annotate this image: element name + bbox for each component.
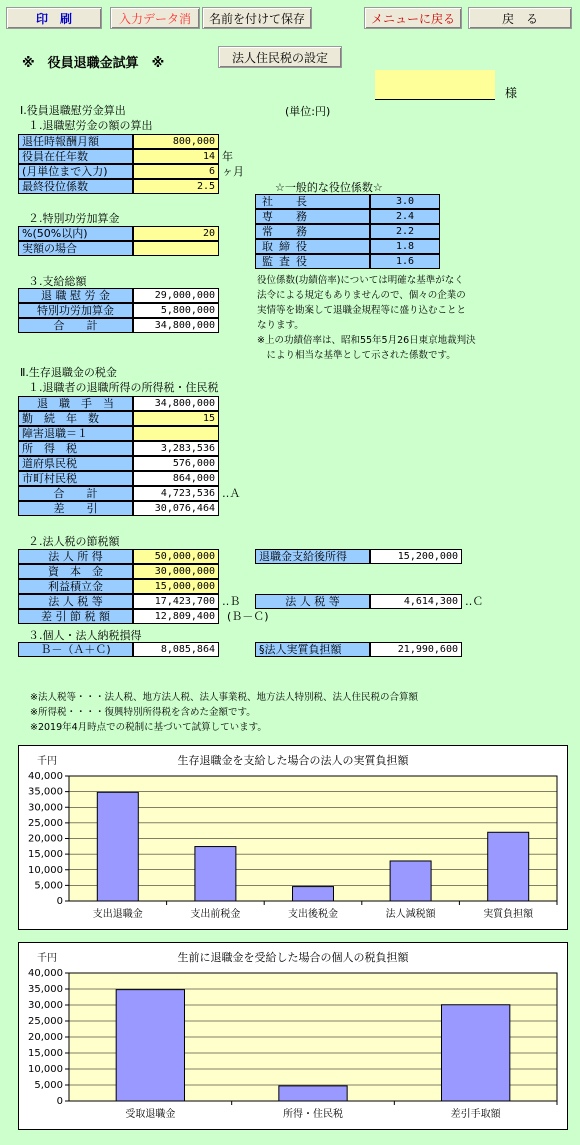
years-input[interactable]: 14 (133, 149, 219, 164)
bar (97, 792, 138, 901)
after-income-value: 15,200,000 (370, 549, 462, 564)
coef-input[interactable]: 2.5 (133, 179, 219, 194)
monthly-pay-label: 退任時報酬月額 (18, 134, 133, 149)
coef-row-value: 3.0 (370, 194, 440, 209)
section2-sub3: ３.個人・法人納税損得 (28, 629, 142, 642)
monthly-pay-input[interactable]: 800,000 (133, 134, 219, 149)
y-tick-label: 10,000 (28, 1064, 63, 1075)
after-tax-mark: ‥Ｃ (465, 595, 484, 608)
saving-value: 12,809,400 (133, 609, 219, 624)
x-tick-label: 差引手取額 (450, 1109, 501, 1120)
coef-note-line: 実情等を勘案して退職金規程等に盛り込むことと (257, 305, 467, 316)
x-tick-label: 所得・住民税 (283, 1109, 343, 1120)
section2-heading: Ⅱ.生存退職金の税金 (20, 366, 117, 379)
section2-sub1: １.退職者の退職所得の所得税・住民税 (28, 381, 219, 394)
bar (293, 887, 334, 901)
income-tax-value: 3,283,536 (133, 441, 219, 456)
clear-input-button[interactable]: 入力データ消 (110, 7, 200, 29)
personal-tax-chart (18, 942, 568, 1130)
after-tax-value: 4,614,300 (370, 594, 462, 609)
coef-note-line: により相当な基準として示された係数です。 (257, 350, 456, 361)
diff-value: 8,085,864 (133, 642, 219, 657)
months-unit: ヶ月 (222, 165, 244, 178)
bar (390, 861, 431, 901)
sum-label: 合 計 (18, 486, 133, 501)
note-line: ※所得税・・・・復興特別所得税を含めた金額です。 (30, 707, 256, 718)
tax-setting-button[interactable]: 法人住民税の設定 (218, 46, 342, 68)
x-tick-label: 支出退職金 (92, 909, 143, 920)
pct-label: %(50%以内) (18, 226, 133, 241)
coef-row-label: 専 務 (255, 209, 370, 224)
x-tick-label: 実質負担額 (483, 909, 534, 920)
saving-label: 差 引 節 税 額 (18, 609, 133, 624)
menu-button[interactable]: メニューに戻る (364, 7, 462, 29)
capital-input[interactable]: 30,000,000 (133, 564, 219, 579)
coef-row-label: 取締役 (255, 239, 370, 254)
bar (488, 832, 529, 901)
sum-mark: ‥Ａ (222, 487, 241, 500)
coef-table (255, 194, 440, 269)
years-unit: 年 (222, 150, 233, 163)
y-tick-label: 25,000 (28, 1016, 63, 1027)
disability-input[interactable] (133, 426, 219, 441)
y-tick-label: 15,000 (28, 1048, 63, 1059)
diff-label: Ｂ－（Ａ＋Ｃ) (18, 642, 133, 657)
coef-note-line: なります。 (257, 320, 304, 331)
city-tax-label: 市町村民税 (18, 471, 133, 486)
bar (195, 847, 236, 901)
y-tick-label: 5,000 (34, 1080, 63, 1091)
coef-note (257, 273, 476, 363)
burden-value: 21,990,600 (370, 642, 462, 657)
reserve-label: 利益積立金 (18, 579, 133, 594)
reserve-input[interactable]: 15,000,000 (133, 579, 219, 594)
coef-row-value: 1.6 (370, 254, 440, 269)
coef-note-line: 役位係数(功績倍率)については明確な基準がなく (257, 275, 464, 286)
pref-tax-value: 576,000 (133, 456, 219, 471)
coef-row (255, 254, 440, 269)
actual-input[interactable] (133, 241, 219, 256)
page-title: ※ 役員退職金試算 ※ (22, 56, 165, 71)
y-tick-label: 40,000 (28, 771, 63, 782)
y-tick-label: 5,000 (34, 880, 63, 892)
after-income-label: 退職金支給後所得 (255, 549, 370, 564)
x-tick-label: 支出後税金 (288, 909, 338, 920)
coef-row (255, 194, 440, 209)
y-tick-label: 20,000 (28, 1032, 63, 1043)
coef-row-value: 1.8 (370, 239, 440, 254)
x-tick-label: 法人減税額 (385, 909, 436, 920)
section1-sub1: １.退職慰労金の額の算出 (28, 119, 153, 132)
name-suffix: 様 (505, 86, 518, 100)
retire-pay-label: 退 職 慰 労 金 (18, 288, 133, 303)
note-line: ※2019年4月時点での税制に基づいて試算しています。 (30, 722, 267, 733)
coef-row-value: 2.4 (370, 209, 440, 224)
corp-tax-value: 17,423,700 (133, 594, 219, 609)
personal-tax-chart-svg (19, 943, 567, 1129)
chart-title: 生存退職金を支給した場合の法人の実質負担額 (177, 754, 409, 767)
y-tick-label: 25,000 (28, 817, 63, 829)
after-tax-label: 法 人 税 等 (255, 594, 370, 609)
special-label: 特別功労加算金 (18, 303, 133, 318)
y-tick-label: 30,000 (28, 1000, 63, 1011)
corp-income-input[interactable]: 50,000,000 (133, 549, 219, 564)
net-value: 30,076,464 (133, 501, 219, 516)
actual-label: 実額の場合 (18, 241, 133, 256)
section2-sub2: ２.法人税の節税額 (28, 535, 120, 548)
service-label: 勤 続 年 数 (18, 411, 133, 426)
customer-name-input[interactable] (375, 70, 495, 100)
section1-heading: Ⅰ.役員退職慰労金算出 (20, 104, 126, 117)
y-tick-label: 15,000 (28, 849, 63, 861)
coef-note-line: ※上の功績倍率は、昭和55年5月26日東京地裁判決 (257, 335, 476, 346)
sum-value: 4,723,536 (133, 486, 219, 501)
coef-row-label: 監査役 (255, 254, 370, 269)
y-tick-label: 35,000 (28, 984, 63, 995)
bar (116, 990, 184, 1101)
section1-sub3: ３.支給総額 (28, 275, 87, 288)
city-tax-value: 864,000 (133, 471, 219, 486)
income-tax-label: 所 得 税 (18, 441, 133, 456)
months-input[interactable]: 6 (133, 164, 219, 179)
special-value: 5,800,000 (133, 303, 219, 318)
coef-row (255, 224, 440, 239)
coef-table-title: ☆一般的な役位係数☆ (275, 181, 383, 194)
corp-burden-chart (18, 745, 568, 930)
back-button[interactable]: 戻 る (468, 7, 572, 29)
allowance-value: 34,800,000 (133, 396, 219, 411)
coef-row-value: 2.2 (370, 224, 440, 239)
bar (442, 1005, 510, 1101)
y-tick-label: 35,000 (28, 786, 63, 798)
years-label: 役員在任年数 (18, 149, 133, 164)
y-axis-unit: 千円 (37, 756, 57, 767)
corp-burden-chart-svg (19, 746, 567, 929)
notes (30, 690, 418, 735)
pct-input[interactable]: 20 (133, 226, 219, 241)
allowance-label: 退 職 手 当 (18, 396, 133, 411)
coef-row (255, 239, 440, 254)
note-line: ※法人税等・・・法人税、地方法人税、法人事業税、地方法人特別税、法人住民税の合算額 (30, 692, 418, 703)
save-as-button[interactable]: 名前を付けて保存 (202, 7, 312, 29)
chart-title: 生前に退職金を受給した場合の個人の税負担額 (177, 951, 409, 964)
net-label: 差 引 (18, 501, 133, 516)
coef-note-line: 法令による規定もありませんので、個々の企業の (257, 290, 466, 301)
print-button[interactable]: 印 刷 (6, 7, 102, 29)
y-axis-unit: 千円 (37, 953, 57, 964)
service-input[interactable]: 15 (133, 411, 219, 426)
coef-row-label: 社 長 (255, 194, 370, 209)
corp-tax-mark: ‥Ｂ (222, 595, 241, 608)
pref-tax-label: 道府県民税 (18, 456, 133, 471)
unit-label: (単位:円) (285, 105, 331, 118)
x-tick-label: 受取退職金 (125, 1109, 176, 1120)
saving-note: (Ｂ－Ｃ) (227, 610, 269, 623)
section1-sub2: ２.特別功労加算金 (28, 212, 120, 225)
y-tick-label: 0 (56, 896, 63, 907)
y-tick-label: 20,000 (28, 833, 63, 845)
x-tick-label: 支出前税金 (190, 909, 241, 920)
y-tick-label: 40,000 (28, 968, 63, 979)
coef-row (255, 209, 440, 224)
y-tick-label: 0 (56, 1096, 63, 1107)
y-tick-label: 10,000 (28, 864, 63, 876)
months-label: (月単位まで入力) (18, 164, 133, 179)
total-label: 合 計 (18, 318, 133, 333)
corp-tax-label: 法 人 税 等 (18, 594, 133, 609)
coef-label: 最終役位係数 (18, 179, 133, 194)
corp-income-label: 法 人 所 得 (18, 549, 133, 564)
total-value: 34,800,000 (133, 318, 219, 333)
capital-label: 資 本 金 (18, 564, 133, 579)
burden-label: §法人実質負担額 (255, 642, 370, 657)
disability-label: 障害退職＝１ (18, 426, 133, 441)
y-tick-label: 30,000 (28, 802, 63, 814)
retire-pay-value: 29,000,000 (133, 288, 219, 303)
bar (279, 1086, 347, 1101)
coef-row-label: 常 務 (255, 224, 370, 239)
